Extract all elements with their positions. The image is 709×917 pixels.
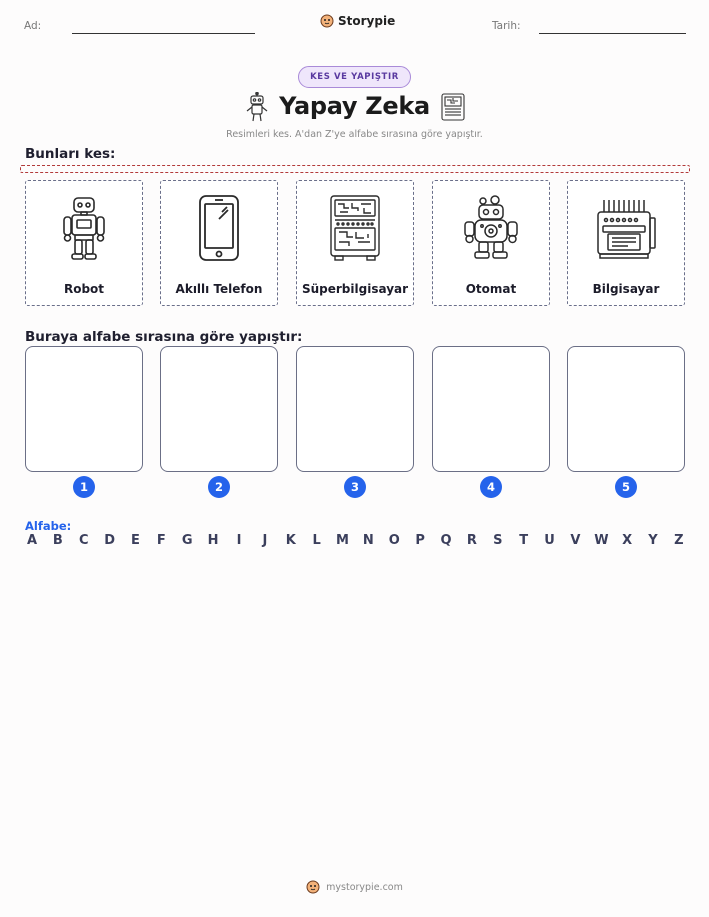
cut-card-label: Otomat: [465, 282, 517, 296]
alphabet-letter: Q: [440, 533, 452, 548]
alphabet-letter: D: [104, 533, 116, 548]
date-label: Tarih:: [492, 20, 521, 32]
paste-slot-1[interactable]: [25, 346, 143, 472]
supercomputer-icon: [328, 194, 382, 262]
cut-section-label: Bunları kes:: [25, 146, 116, 162]
page-title: Yapay Zeka: [279, 92, 430, 120]
slot-number-badge: 3: [344, 476, 366, 498]
computer-icon: [594, 196, 658, 260]
alphabet-letter: W: [594, 533, 609, 548]
cut-card-label: Bilgisayar: [592, 282, 660, 296]
cut-card-automaton[interactable]: [432, 180, 550, 306]
brand-logo: [320, 14, 395, 28]
alphabet-letter: Z: [674, 533, 684, 548]
alphabet-letter: F: [156, 533, 166, 548]
name-label: Ad:: [24, 20, 42, 32]
storypie-mascot-icon: [320, 14, 334, 28]
alphabet-letter: E: [131, 533, 140, 548]
alphabet-letter: A: [26, 533, 38, 548]
alphabet-letter: B: [52, 533, 63, 548]
alphabet-letter: R: [466, 533, 477, 548]
cut-card-robot[interactable]: [25, 180, 143, 306]
slot-number-badge: 4: [480, 476, 502, 498]
paste-section-label: Buraya alfabe sırasına göre yapıştır:: [25, 329, 303, 345]
alphabet-label: Alfabe:: [25, 519, 72, 533]
slot-number-badge: 1: [73, 476, 95, 498]
paste-slot-4[interactable]: [432, 346, 550, 472]
footer-url[interactable]: mystorypie.com: [326, 881, 403, 893]
alphabet-letter: P: [415, 533, 425, 548]
alphabet-letter: S: [493, 533, 503, 548]
paste-slot-2[interactable]: [160, 346, 278, 472]
cut-card-supercomputer[interactable]: [296, 180, 414, 306]
name-field[interactable]: [72, 33, 255, 34]
smartphone-icon: [197, 194, 241, 262]
footer: [0, 880, 709, 894]
cut-card-label: Akıllı Telefon: [175, 282, 263, 296]
slot-number-badge: 5: [615, 476, 637, 498]
alphabet-letter: U: [544, 533, 555, 548]
paste-slot-5[interactable]: [567, 346, 685, 472]
alphabet-letter: M: [336, 533, 349, 548]
paste-slot-3[interactable]: [296, 346, 414, 472]
automaton-icon: [461, 195, 521, 261]
alphabet-letter: H: [207, 533, 219, 548]
storypie-mascot-icon: [306, 880, 320, 894]
cut-card-computer[interactable]: [567, 180, 685, 306]
alphabet-letter: J: [262, 533, 268, 548]
alphabet-letter: C: [78, 533, 89, 548]
cut-card-smartphone[interactable]: [160, 180, 278, 306]
alphabet-letter: Y: [648, 533, 658, 548]
alphabet-letter: V: [570, 533, 581, 548]
cut-card-label: Süperbilgisayar: [301, 282, 409, 296]
robot-icon: [59, 195, 109, 261]
alphabet-row: [25, 533, 686, 548]
cut-line: [20, 165, 690, 173]
alphabet-letter: T: [519, 533, 529, 548]
alphabet-letter: N: [362, 533, 374, 548]
circuit-board-title-icon: [441, 93, 465, 121]
alphabet-letter: X: [622, 533, 633, 548]
activity-badge: KES VE YAPIŞTIR: [298, 66, 411, 88]
alphabet-letter: G: [181, 533, 193, 548]
alphabet-letter: K: [285, 533, 296, 548]
alphabet-letter: I: [236, 533, 242, 548]
brand-name: Storypie: [338, 14, 396, 28]
date-field[interactable]: [539, 33, 686, 34]
cut-card-label: Robot: [63, 282, 105, 296]
alphabet-letter: L: [312, 533, 321, 548]
alphabet-letter: O: [388, 533, 400, 548]
instructions: Resimleri kes. A'dan Z'ye alfabe sırasına göre yapıştır.: [226, 129, 483, 140]
slot-number-badge: 2: [208, 476, 230, 498]
